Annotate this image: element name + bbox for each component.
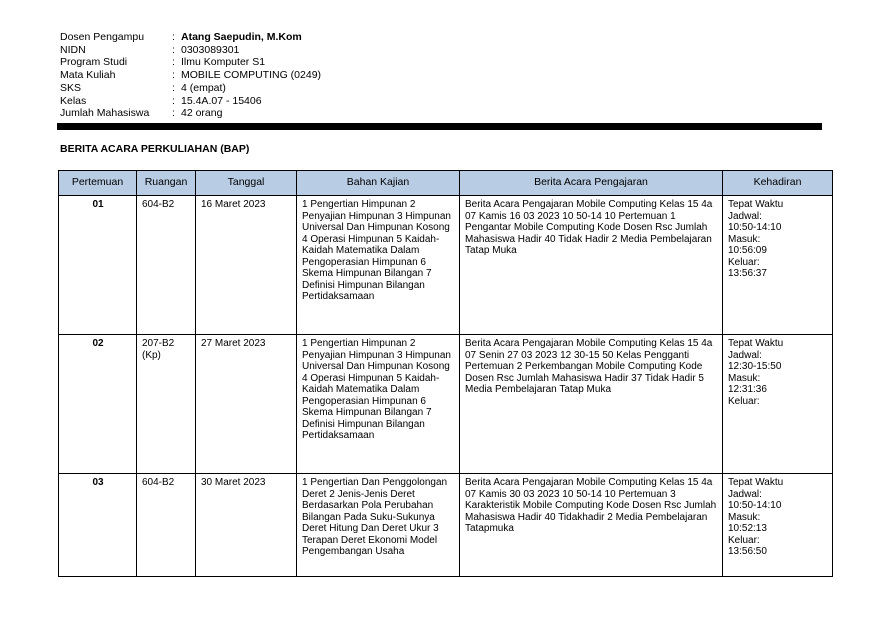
info-row-dosen xyxy=(60,31,321,44)
info-value-kelas: 15.4A.07 - 15406 xyxy=(181,94,262,107)
table-row xyxy=(59,335,833,474)
info-value-dosen: Atang Saepudin, M.Kom xyxy=(181,31,302,43)
table-header-row xyxy=(59,171,833,196)
info-value-sks: 4 (empat) xyxy=(181,81,226,94)
header-tanggal: Tanggal xyxy=(196,171,297,196)
info-label: Jumlah Mahasiswa xyxy=(60,107,150,120)
bap-table xyxy=(58,170,833,577)
header-berita-acara: Berita Acara Pengajaran xyxy=(460,171,723,196)
kehadiran-masuk: 12:31:36 xyxy=(728,384,767,395)
kehadiran-masuk-label: Masuk: xyxy=(728,511,761,523)
info-label: Dosen Pengampu xyxy=(60,31,145,43)
header-kehadiran: Kehadiran xyxy=(723,171,833,196)
header-pertemuan: Pertemuan xyxy=(59,171,137,196)
info-colon: : xyxy=(172,69,175,82)
info-colon: : xyxy=(172,94,175,107)
kehadiran-masuk: 10:56:09 xyxy=(728,245,767,256)
info-label: Kelas xyxy=(60,94,87,107)
cell-ruangan: 207-B2 (Kp) xyxy=(137,335,196,474)
kehadiran-jadwal-label: Jadwal: xyxy=(728,488,762,500)
info-value-matkul: MOBILE COMPUTING (0249) xyxy=(181,69,322,82)
kehadiran-status: Tepat Waktu xyxy=(728,338,784,349)
cell-ruangan: 604-B2 xyxy=(137,474,196,577)
cell-tanggal: 16 Maret 2023 xyxy=(196,196,297,335)
cell-kehadiran xyxy=(723,196,833,335)
course-info xyxy=(60,31,321,120)
cell-bahan-kajian: 1 Pengertian Himpunan 2 Penyajian Himpunan 3 Himpunan Universal Dan Himpunan Kosong 4 Operasi Himpunan 5 Kaidah-Kaidah Matematika Dalam Pengoperasian Himpunan 6 Skema Himpunan Bilangan 7 Definisi Himpunan Bilangan Pertidaksamaan xyxy=(297,196,460,335)
kehadiran-keluar-label: Keluar: xyxy=(728,534,760,546)
info-row-sks xyxy=(60,82,321,95)
kehadiran-jadwal-label: Jadwal: xyxy=(728,349,762,361)
cell-kehadiran xyxy=(723,335,833,474)
header-divider xyxy=(57,123,822,130)
info-label: SKS xyxy=(60,81,82,94)
info-label: Mata Kuliah xyxy=(60,69,116,82)
cell-berita-acara: Berita Acara Pengajaran Mobile Computing Kelas 15 4a 07 Kamis 16 03 2023 10 50-14 10 Pertemuan 1 Pengantar Mobile Computing Kode Dosen Rsc Jumlah Mahasiswa Hadir 40 Tidak Hadir 2 Media Pembelajaran Tatap Muka xyxy=(460,196,723,335)
info-colon: : xyxy=(172,107,175,120)
info-colon: : xyxy=(172,56,175,69)
kehadiran-keluar-label: Keluar: xyxy=(728,256,760,268)
info-label: NIDN xyxy=(60,43,86,56)
kehadiran-jadwal: 10:50-14:10 xyxy=(728,500,782,511)
info-colon: : xyxy=(172,31,175,43)
header-ruangan: Ruangan xyxy=(137,171,196,196)
kehadiran-masuk: 10:52:13 xyxy=(728,523,767,534)
info-row-matkul xyxy=(60,69,321,82)
info-value-nidn: 0303089301 xyxy=(181,43,240,56)
info-row-jumlah xyxy=(60,107,321,120)
section-title: BERITA ACARA PERKULIAHAN (BAP) xyxy=(60,143,250,155)
cell-pertemuan: 02 xyxy=(59,335,137,474)
info-row-nidn xyxy=(60,44,321,57)
table-row xyxy=(59,196,833,335)
cell-berita-acara: Berita Acara Pengajaran Mobile Computing Kelas 15 4a 07 Kamis 30 03 2023 10 50-14 10 Pertemuan 3 Karakteristik Mobile Computing Kode Dosen Rsc Jumlah Mahasiswa Hadir 40 Tidakhadir 2 Media Pembelajaran Tatapmuka xyxy=(460,474,723,577)
info-row-prodi xyxy=(60,56,321,69)
info-value-prodi: Ilmu Komputer S1 xyxy=(181,56,266,69)
kehadiran-keluar-label: Keluar: xyxy=(728,395,760,407)
cell-ruangan: 604-B2 xyxy=(137,196,196,335)
cell-pertemuan: 03 xyxy=(59,474,137,577)
kehadiran-keluar: 13:56:37 xyxy=(728,268,767,279)
cell-kehadiran xyxy=(723,474,833,577)
info-label: Program Studi xyxy=(60,56,128,69)
header-bahan-kajian: Bahan Kajian xyxy=(297,171,460,196)
kehadiran-masuk-label: Masuk: xyxy=(728,233,761,245)
cell-pertemuan: 01 xyxy=(59,196,137,335)
kehadiran-status: Tepat Waktu xyxy=(728,477,784,488)
kehadiran-keluar: 13:56:50 xyxy=(728,546,767,557)
info-value-jumlah: 42 orang xyxy=(181,107,223,120)
kehadiran-jadwal-label: Jadwal: xyxy=(728,210,762,222)
cell-tanggal: 30 Maret 2023 xyxy=(196,474,297,577)
kehadiran-status: Tepat Waktu xyxy=(728,199,784,210)
info-colon: : xyxy=(172,43,175,56)
info-colon: : xyxy=(172,81,175,94)
cell-berita-acara: Berita Acara Pengajaran Mobile Computing Kelas 15 4a 07 Senin 27 03 2023 12 30-15 50 Kelas Pengganti Pertemuan 2 Perkembangan Mobile Computing Kode Dosen Rsc Jumlah Mahasiswa Hadir 37 Tidak Hadir 5 Media Pembelajaran Tatap Muka xyxy=(460,335,723,474)
cell-tanggal: 27 Maret 2023 xyxy=(196,335,297,474)
table-row xyxy=(59,474,833,577)
kehadiran-jadwal: 10:50-14:10 xyxy=(728,222,782,233)
kehadiran-masuk-label: Masuk: xyxy=(728,372,761,384)
kehadiran-jadwal: 12:30-15:50 xyxy=(728,361,782,372)
cell-bahan-kajian: 1 Pengertian Dan Penggolongan Deret 2 Jenis-Jenis Deret Berdasarkan Pola Perubahan Bilangan Pada Suku-Sukunya Deret Hitung Dan Deret Ukur 3 Terapan Deret Ekonomi Model Pengembangan Usaha xyxy=(297,474,460,577)
info-row-kelas xyxy=(60,95,321,108)
cell-bahan-kajian: 1 Pengertian Himpunan 2 Penyajian Himpunan 3 Himpunan Universal Dan Himpunan Kosong 4 Operasi Himpunan 5 Kaidah-Kaidah Matematika Dalam Pengoperasian Himpunan 6 Skema Himpunan Bilangan 7 Definisi Himpunan Bilangan Pertidaksamaan xyxy=(297,335,460,474)
